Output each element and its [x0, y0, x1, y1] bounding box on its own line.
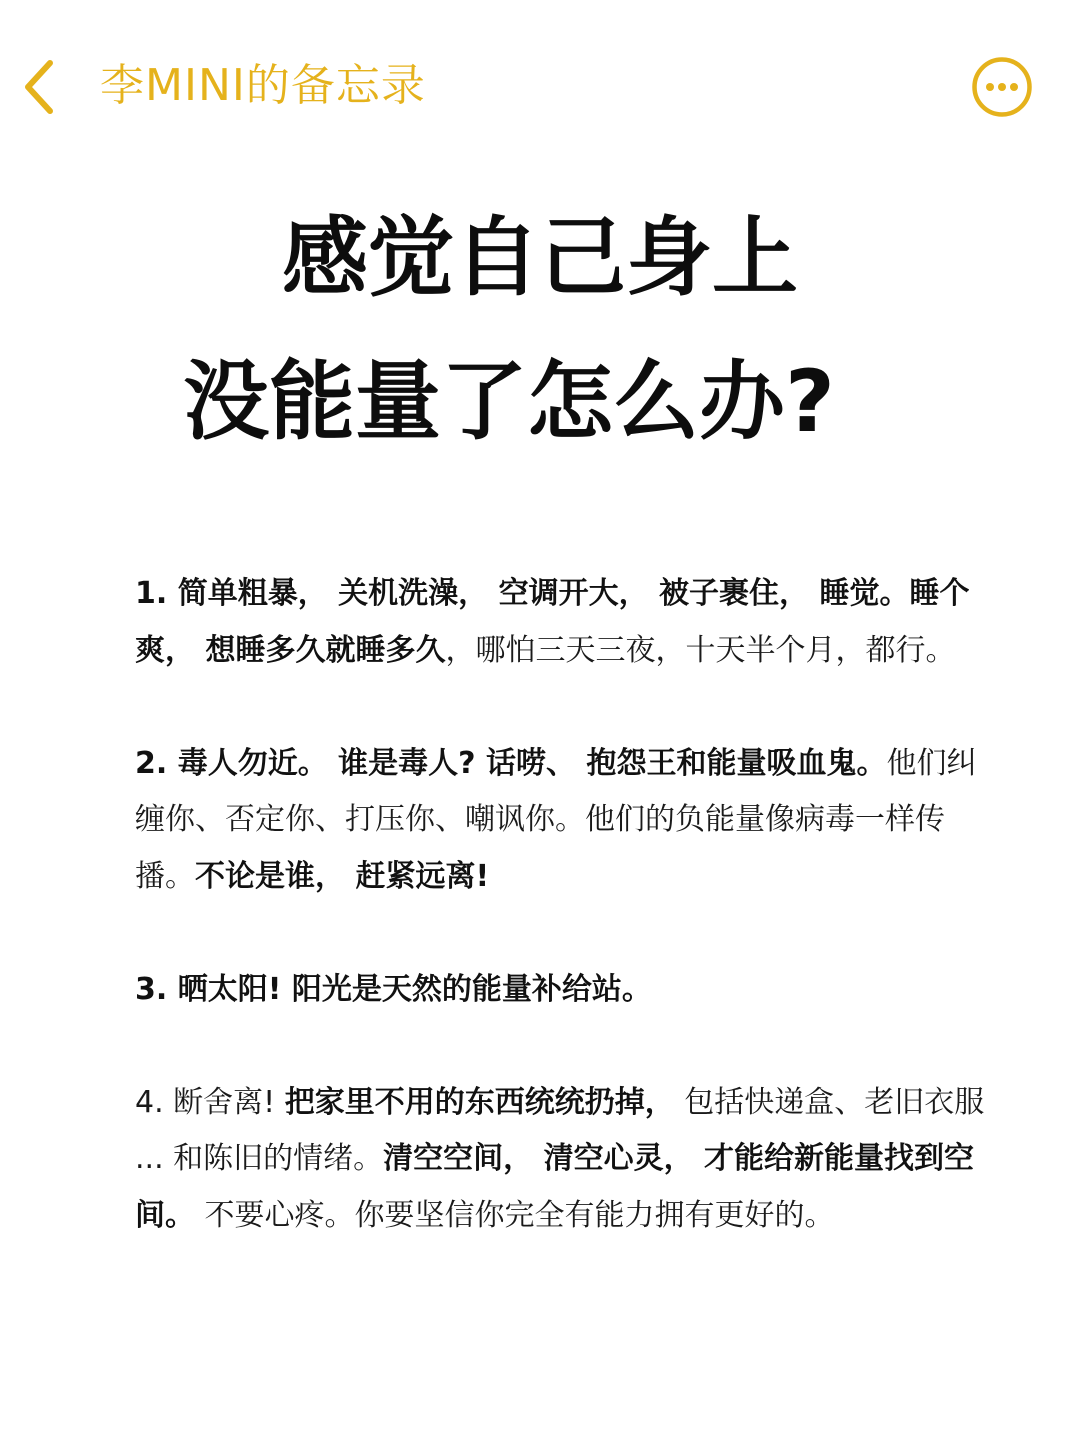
tip-4-regular-2: 不要心疼。你要坚信你完全有能力拥有更好的。	[195, 1197, 835, 1233]
note-title: 李MINI的备忘录	[100, 60, 426, 111]
tip-2-bold: 2. 毒人勿近。 谁是毒人? 话唠、 抱怨王和能量吸血鬼。	[135, 745, 887, 781]
tip-2-regular: 他们纠缠你、否定你、打压你、嘲讽你。他们的负能量像病毒一样传播。	[135, 745, 977, 894]
tip-4	[135, 1075, 985, 1245]
back-button[interactable]	[16, 55, 66, 119]
tip-3-bold: 3. 晒太阳! 阳光是天然的能量补给站。	[135, 971, 652, 1007]
tip-1	[135, 566, 985, 679]
tip-4-bold-2: 清空空间， 清空心灵， 才能给新能量找到空间。	[135, 1141, 975, 1233]
chevron-left-icon	[16, 55, 66, 119]
tip-1-bold: 1. 简单粗暴， 关机洗澡， 空调开大， 被子裹住， 睡觉。睡个爽， 想睡多久就睡多久	[135, 576, 970, 668]
headline-line-1: 感觉自己身上	[282, 208, 798, 308]
tip-4-bold-1: 把家里不用的东西统统扔掉，	[284, 1084, 675, 1120]
note-body	[135, 566, 985, 1301]
tip-4-lead: 4. 断舍离!	[135, 1084, 285, 1120]
tip-2	[135, 736, 985, 906]
ellipsis-circle-icon	[971, 56, 1033, 118]
more-options-button[interactable]	[971, 56, 1033, 118]
headline	[0, 186, 1080, 474]
tip-1-regular: ，哪怕三天三夜，十天半个月，都行。	[445, 632, 956, 668]
tip-4-regular-1: 包括快递盒、老旧衣服 ... 和陈旧的情绪。	[135, 1084, 985, 1176]
tip-2-bold-end: 不论是谁， 赶紧远离!	[195, 858, 490, 894]
tip-3	[135, 962, 985, 1019]
nav-header	[0, 0, 1080, 175]
headline-line-2: 没能量了怎么办?	[183, 352, 835, 452]
